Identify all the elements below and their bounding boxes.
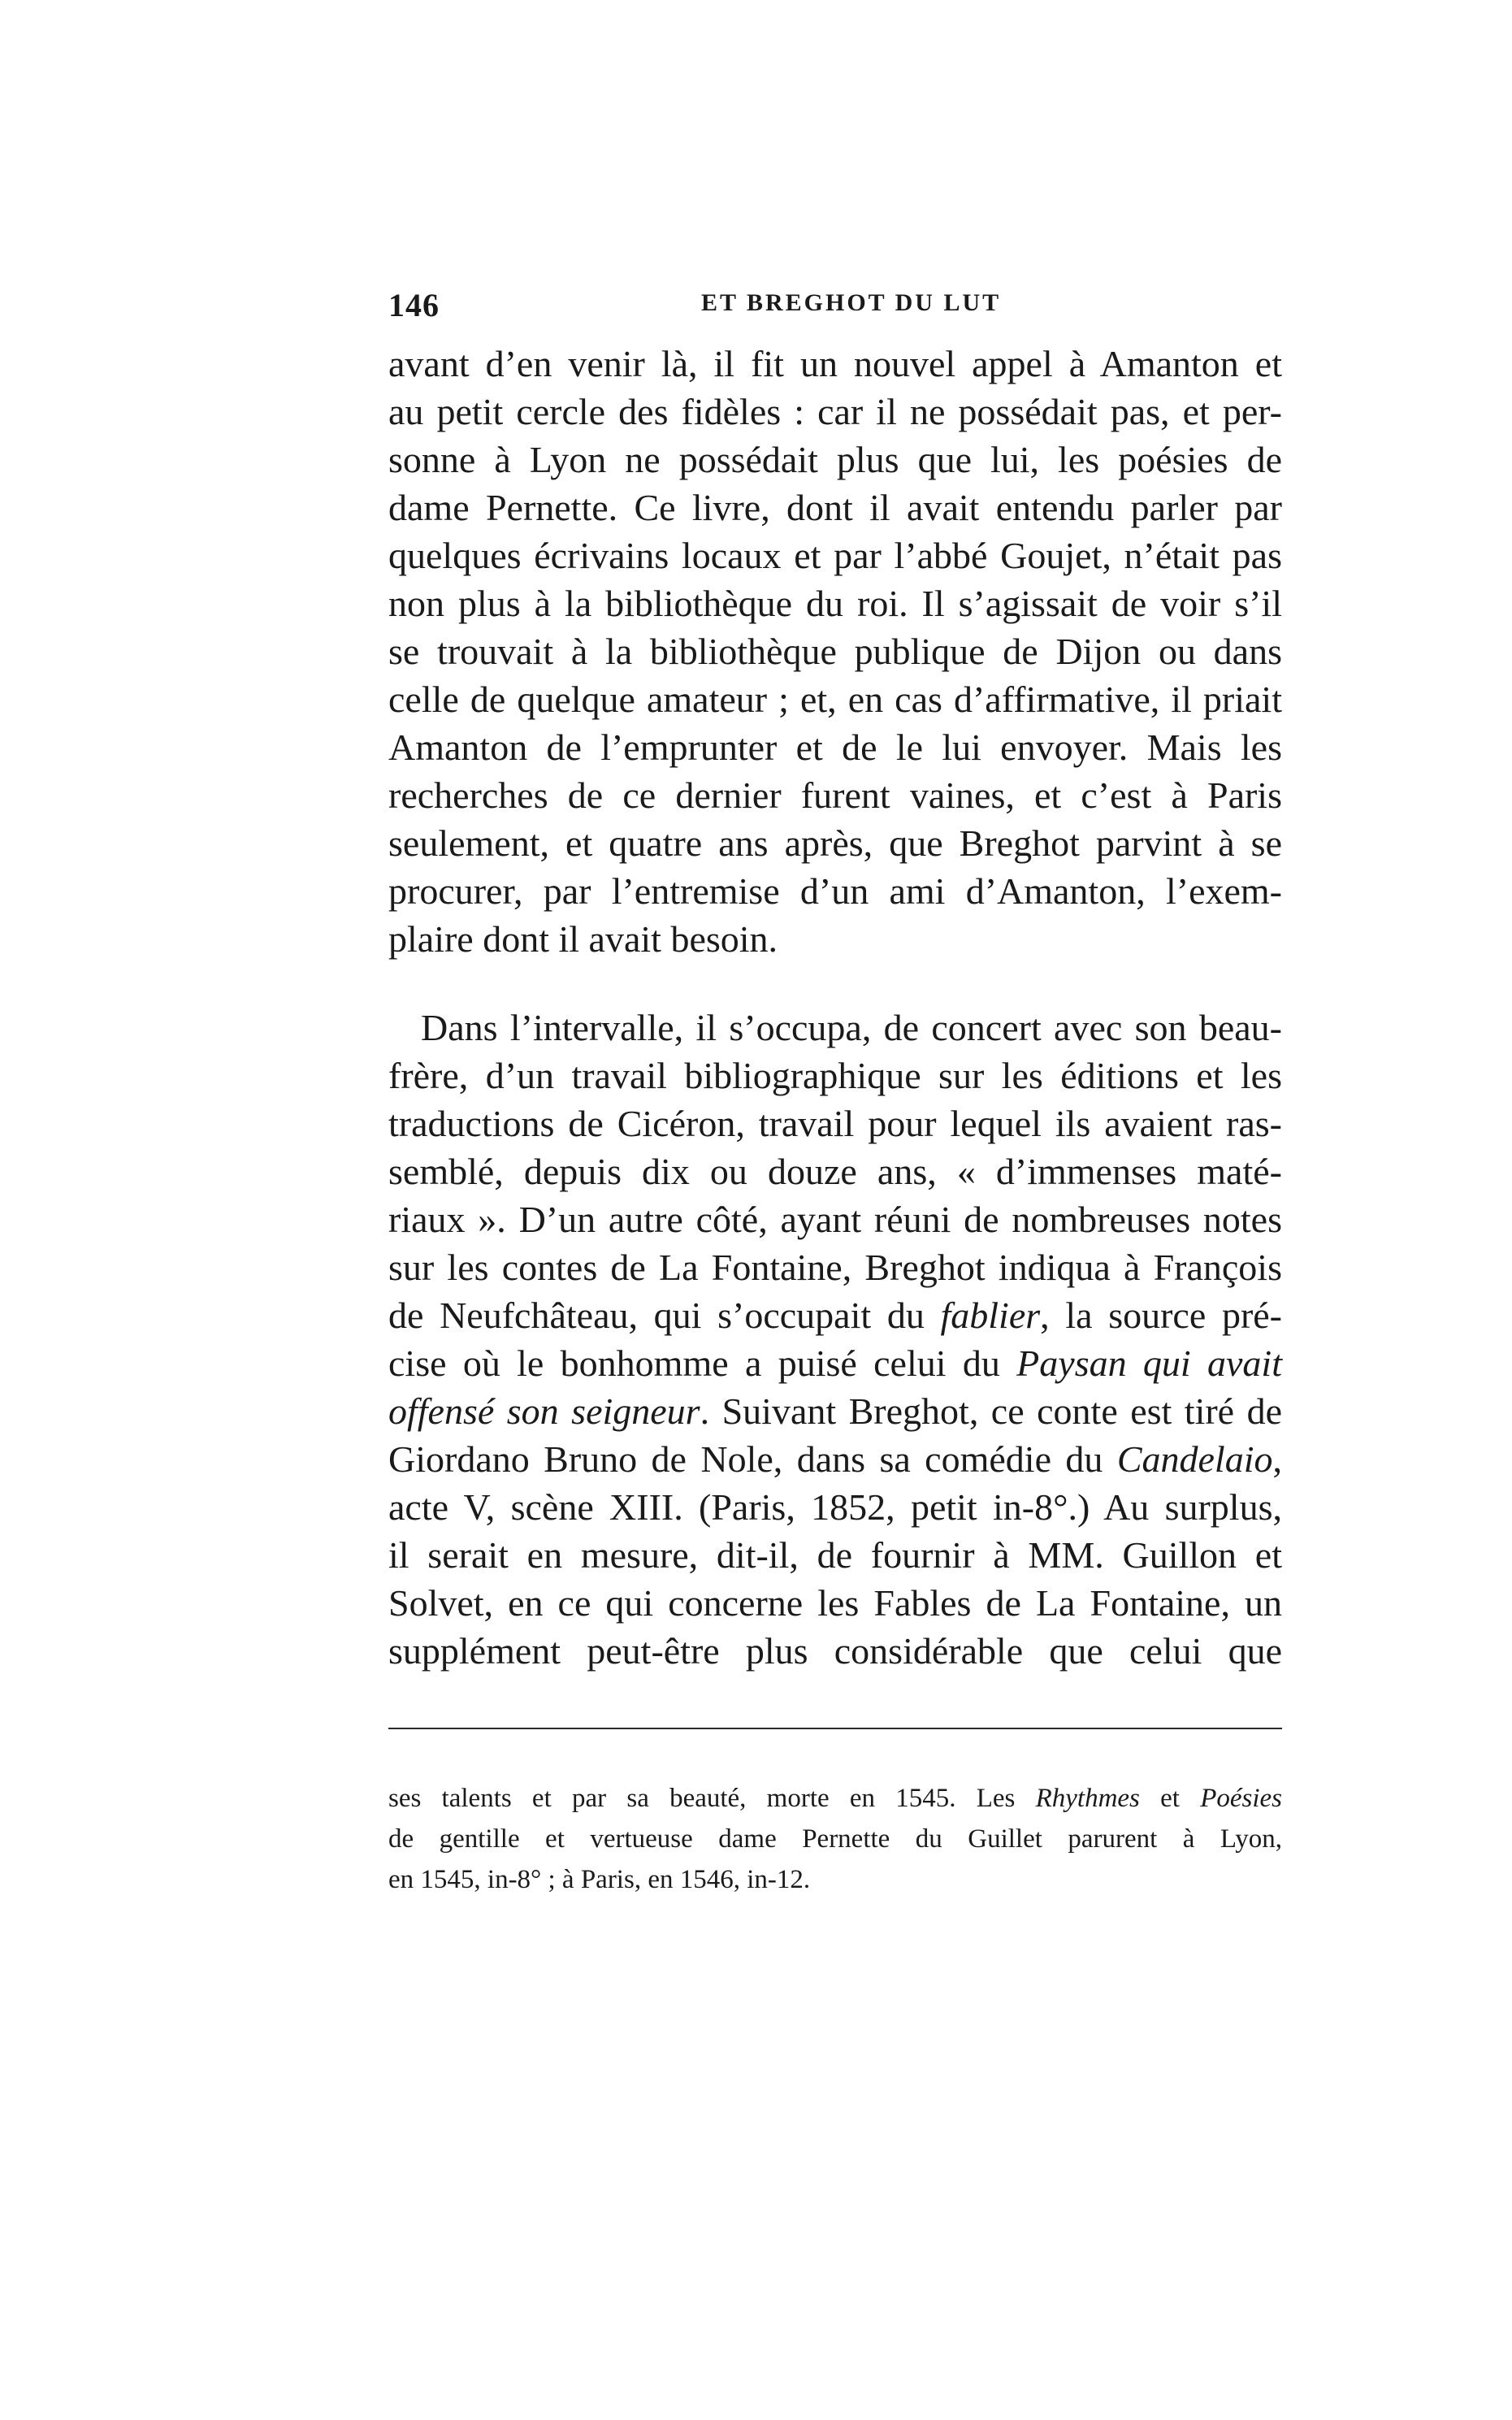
italic-title: Candelaio	[1116, 1438, 1273, 1480]
text-line: celle de quelque amateur ; et, en cas d’affirmative, il priait	[388, 679, 1282, 720]
italic-title: fablier	[940, 1295, 1041, 1336]
text-line	[388, 1291, 1282, 1339]
text-line: frère, d’un travail bibliographique sur les éditions et les	[388, 1055, 1282, 1096]
text-line: seulement, et quatre ans après, que Breghot parvint à se	[388, 822, 1282, 864]
footnote-divider	[388, 1728, 1282, 1729]
text-segment: . Suivant Breghot, ce conte est tiré de	[700, 1390, 1282, 1432]
running-head	[388, 286, 1282, 335]
text-segment: ses talents et par sa beauté, morte en 1545. Les	[388, 1784, 1036, 1813]
text-segment: de Neufchâteau, qui s’occupait du	[388, 1295, 941, 1336]
text-line: riaux ». D’un autre côté, ayant réuni de nombreuses notes	[388, 1199, 1282, 1240]
italic-title: Poésies	[1200, 1784, 1282, 1813]
text-segment: et	[1139, 1784, 1201, 1813]
text-line: acte V, scène XIII. (Paris, 1852, petit in-8°.) Au surplus,	[388, 1486, 1282, 1528]
text-segment: , la source pré-	[1040, 1295, 1282, 1336]
paragraph-2	[388, 1004, 1282, 1675]
italic-title: Rhythmes	[1035, 1784, 1140, 1813]
text-segment: cise où le bonhomme a puisé celui du	[388, 1342, 1017, 1384]
text-line: sur les contes de La Fontaine, Breghot indiqua à François	[388, 1247, 1282, 1288]
text-line: au petit cercle des fidèles : car il ne possédait pas, et per-	[388, 391, 1282, 432]
text-line: Solvet, en ce qui concerne les Fables de La Fontaine, un	[388, 1582, 1282, 1624]
footnote-line: en 1545, in-8° ; à Paris, en 1546, in-12.	[388, 1865, 811, 1894]
text-line: il serait en mesure, dit-il, de fournir à MM. Guillon et	[388, 1534, 1282, 1576]
text-line: non plus à la bibliothèque du roi. Il s’agissait de voir s’il	[388, 583, 1282, 624]
footnote	[388, 1778, 1282, 1900]
text-line: sonne à Lyon ne possédait plus que lui, les poésies de	[388, 439, 1282, 480]
text-segment: ,	[1272, 1438, 1282, 1480]
text-line: supplément peut-être plus considérable que celui que	[388, 1630, 1282, 1672]
text-line: Dans l’intervalle, il s’occupa, de concert avec son beau-	[421, 1007, 1282, 1048]
italic-title: offensé son seigneur	[388, 1390, 700, 1432]
footnote-line	[388, 1778, 1282, 1819]
text-line	[388, 1435, 1282, 1483]
text-line: semblé, depuis dix ou douze ans, « d’immenses maté-	[388, 1151, 1282, 1192]
footnote-line: de gentille et vertueuse dame Pernette du Guillet parurent à Lyon,	[388, 1824, 1282, 1854]
text-segment: Giordano Bruno de Nole, dans sa comédie du	[388, 1438, 1117, 1480]
text-line: avant d’en venir là, il fit un nouvel appel à Amanton et	[388, 343, 1282, 384]
text-line: se trouvait à la bibliothèque publique de Dijon ou dans	[388, 631, 1282, 672]
italic-title: Paysan qui avait	[1016, 1342, 1282, 1384]
running-title: ET BREGHOT DU LUT	[701, 289, 1002, 316]
text-line: Amanton de l’emprunter et de le lui envoyer. Mais les	[388, 726, 1282, 768]
text-line	[388, 1339, 1282, 1387]
text-line: dame Pernette. Ce livre, dont il avait entendu parler par	[388, 487, 1282, 528]
text-line: traductions de Cicéron, travail pour lequel ils avaient ras-	[388, 1103, 1282, 1144]
text-line: procurer, par l’entremise d’un ami d’Amanton, l’exem-	[388, 870, 1282, 912]
text-line: quelques écrivains locaux et par l’abbé Goujet, n’était pas	[388, 535, 1282, 576]
page-number: 146	[388, 287, 440, 323]
text-line: recherches de ce dernier furent vaines, et c’est à Paris	[388, 774, 1282, 816]
text-line: plaire dont il avait besoin.	[388, 918, 778, 960]
text-line	[388, 1387, 1282, 1435]
paragraph-1	[388, 340, 1282, 963]
